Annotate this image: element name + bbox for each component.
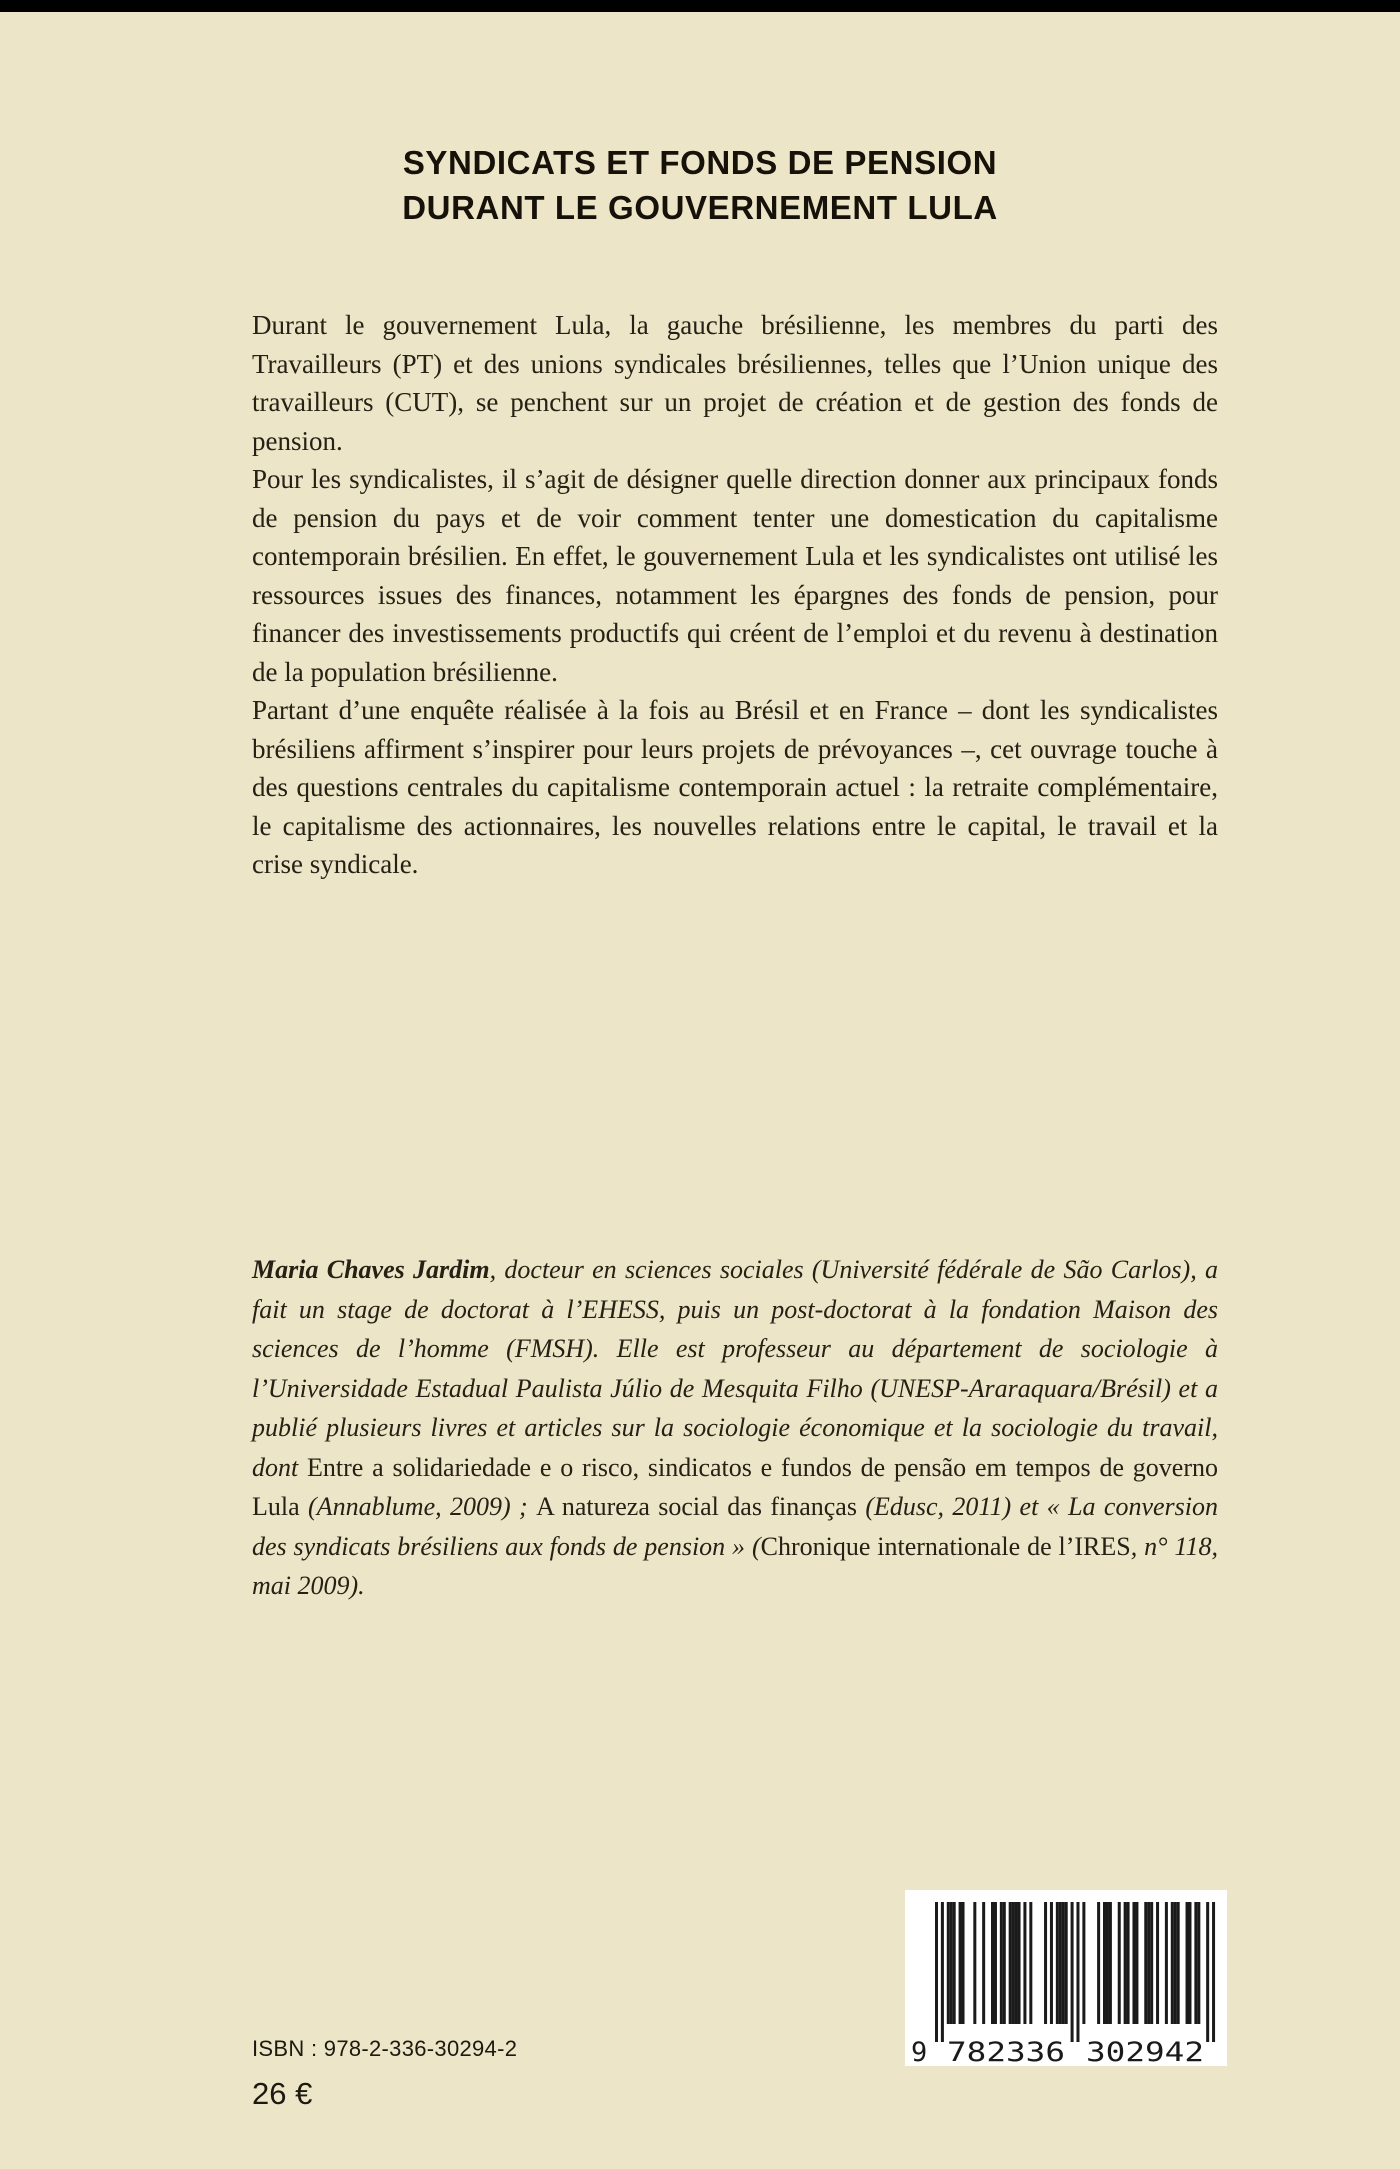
svg-text:782336: 782336 <box>947 2037 1065 2066</box>
book-title <box>0 140 1400 230</box>
svg-text:302942: 302942 <box>1086 2037 1204 2066</box>
isbn-label: ISBN : 978-2-336-30294-2 <box>252 2036 518 2061</box>
top-trim-bar <box>0 0 1400 12</box>
bio-segment: , docteur en sciences sociales (Université fédérale de São Carlos), a fait un stage de doctorat à l’EHESS, puis un post-doctorat à la fondation Maison des sciences de l’homme (FMSH). Elle est professeur au département de sociologie à l’Universidade Estadual Paulista Júlio de Mesquita Filho (UNESP-Araraquara/Brésil) et a publié plusieurs livres et articles sur la sociologie économique et la sociologie du travail, dont <box>252 1255 1218 1482</box>
book-title-line1: SYNDICATS ET FONDS DE PENSION <box>402 144 998 181</box>
book-title-line2: DURANT LE GOUVERNEMENT LULA <box>402 189 998 226</box>
svg-text:9: 9 <box>911 2037 928 2066</box>
bio-segment: , n° 118, mai 2009). <box>252 1531 1218 1600</box>
bio-segment: (Edusc, 2011) et « La conversion des syndicats brésiliens aux fonds de pension » ( <box>252 1492 1218 1561</box>
price-label: 26 € <box>252 2076 313 2111</box>
bio-segment: Entre a solidariedade e o risco, sindicatos e fundos de pensão em tempos de governo Lula <box>252 1452 1218 1521</box>
synopsis <box>252 306 1218 884</box>
synopsis-paragraph-1: Durant le gouvernement Lula, la gauche brésilienne, les membres du parti des Travailleurs (PT) et des unions syndicales brésiliennes, telles que l’Union unique des travailleurs (CUT), se penchent sur un projet de création et de gestion des fonds de pension. <box>252 310 1218 456</box>
author-bio <box>252 1250 1218 1606</box>
barcode-box <box>905 1890 1227 2066</box>
synopsis-paragraph-3: Partant d’une enquête réalisée à la fois au Brésil et en France – dont les syndicalistes brésiliens affirment s’inspirer pour leurs projets de prévoyances –, cet ouvrage touche à des questions centrales du capitalisme contemporain actuel : la retraite complémentaire, le capitalisme des actionnaires, les nouvelles relations entre le capital, le travail et la crise syndicale. <box>252 695 1218 879</box>
bio-segment: Chronique internationale de l’IRES <box>760 1531 1131 1561</box>
ean-barcode <box>905 1890 1227 2066</box>
synopsis-paragraph-2: Pour les syndicalistes, il s’agit de désigner quelle direction donner aux principaux fonds de pension du pays et de voir comment tenter une domestication du capitalisme contemporain brésilien. En effet, le gouvernement Lula et les syndicalistes ont utilisé les ressources issues des finances, notamment les épargnes des fonds de pension, pour financer des investissements productifs qui créent de l’emploi et du revenu à destination de la population brésilienne. <box>252 464 1218 687</box>
bio-segment: A natureza social das finanças <box>536 1492 857 1521</box>
bio-segment: Maria Chaves Jardim <box>252 1255 490 1284</box>
bio-segment: (Annablume, 2009) ; <box>299 1492 537 1521</box>
